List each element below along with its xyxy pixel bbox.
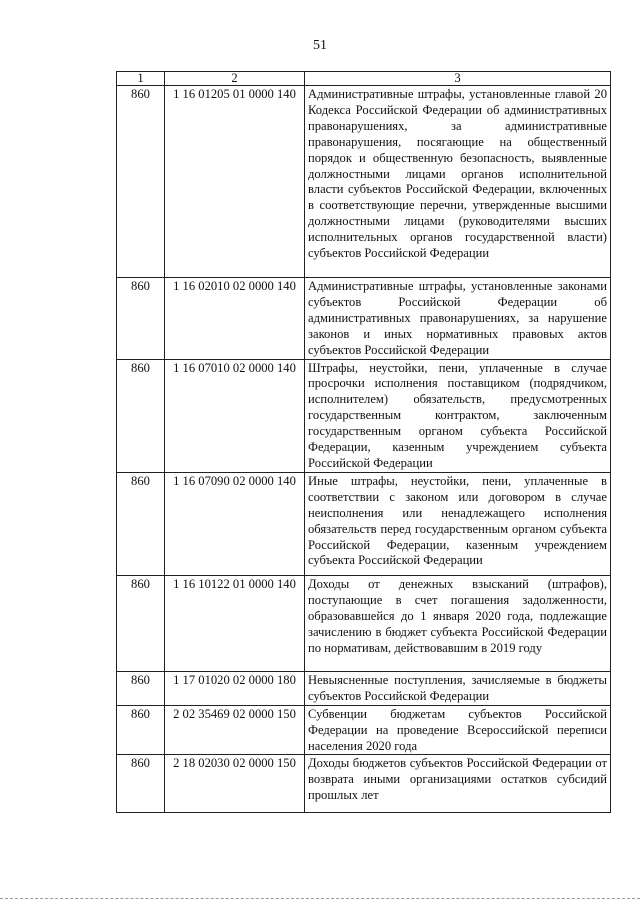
revenue-name-cell: Субвенции бюджетам субъектов Российской Федерации на проведение Всероссийской переписи населения 2020 года	[305, 705, 611, 755]
table-row	[117, 359, 611, 472]
revenue-code-cell: 1 16 10122 01 0000 140	[165, 575, 305, 671]
table-row	[117, 278, 611, 360]
table-row	[117, 86, 611, 278]
table-row	[117, 671, 611, 705]
header-col-1: 1	[117, 72, 165, 86]
admin-code-cell: 860	[117, 359, 165, 472]
table-row	[117, 575, 611, 671]
revenue-name-cell: Доходы бюджетов субъектов Российской Федерации от возврата иными организациями остатков субсидий прошлых лет	[305, 755, 611, 813]
admin-code-cell: 860	[117, 755, 165, 813]
revenue-name-cell: Административные штрафы, установленные главой 20 Кодекса Российской Федерации об административных правонарушениях, за административные правонарушения, посягающие на общественный порядок и общественную безопасность, выявленные должностными лицами органов исполнительной власти субъектов Российской Федерации, включенных в соответствующие перечни, утвержденные высшими должностными лицами (руководителями высших исполнительных органов государственной власти) субъектов Российской Федерации	[305, 86, 611, 278]
header-col-2: 2	[165, 72, 305, 86]
revenue-code-cell: 1 17 01020 02 0000 180	[165, 671, 305, 705]
revenue-name-cell: Доходы от денежных взысканий (штрафов), поступающие в счет погашения задолженности, образовавшейся до 1 января 2020 года, подлежащие зачислению в бюджет субъекта Российской Федерации по нормативам, действовавшим в 2019 году	[305, 575, 611, 671]
revenue-code-cell: 2 02 35469 02 0000 150	[165, 705, 305, 755]
admin-code-cell: 860	[117, 472, 165, 575]
page-bottom-edge	[0, 898, 640, 899]
revenue-code-cell: 1 16 01205 01 0000 140	[165, 86, 305, 278]
admin-code-cell: 860	[117, 86, 165, 278]
revenue-name-cell: Штрафы, неустойки, пени, уплаченные в случае просрочки исполнения поставщиком (подрядчиком, исполнителем) обязательств, предусмотренных государственным контрактом, заключенным государственным органом субъекта Российской Федерации, казенным учреждением субъекта Российской Федерации	[305, 359, 611, 472]
revenue-code-cell: 1 16 07090 02 0000 140	[165, 472, 305, 575]
header-col-3: 3	[305, 72, 611, 86]
admin-code-cell: 860	[117, 575, 165, 671]
page-number: 51	[313, 38, 327, 53]
revenue-code-cell: 2 18 02030 02 0000 150	[165, 755, 305, 813]
table-row	[117, 705, 611, 755]
table-row	[117, 472, 611, 575]
admin-code-cell: 860	[117, 278, 165, 360]
table-row	[117, 755, 611, 813]
revenue-name-cell: Невыясненные поступления, зачисляемые в бюджеты субъектов Российской Федерации	[305, 671, 611, 705]
admin-code-cell: 860	[117, 705, 165, 755]
table-header-row	[117, 72, 611, 86]
revenue-name-cell: Иные штрафы, неустойки, пени, уплаченные в соответствии с законом или договором в случае неисполнения или ненадлежащего исполнения обязательств перед государственным органом субъекта Российской Федерации, казенным учреждением субъекта Российской Федерации	[305, 472, 611, 575]
revenue-code-cell: 1 16 07010 02 0000 140	[165, 359, 305, 472]
revenue-name-cell: Административные штрафы, установленные законами субъектов Российской Федерации об административных правонарушениях, за нарушение законов и иных нормативных правовых актов субъектов Российской Федерации	[305, 278, 611, 360]
revenue-code-cell: 1 16 02010 02 0000 140	[165, 278, 305, 360]
budget-revenue-table	[116, 71, 611, 813]
admin-code-cell: 860	[117, 671, 165, 705]
